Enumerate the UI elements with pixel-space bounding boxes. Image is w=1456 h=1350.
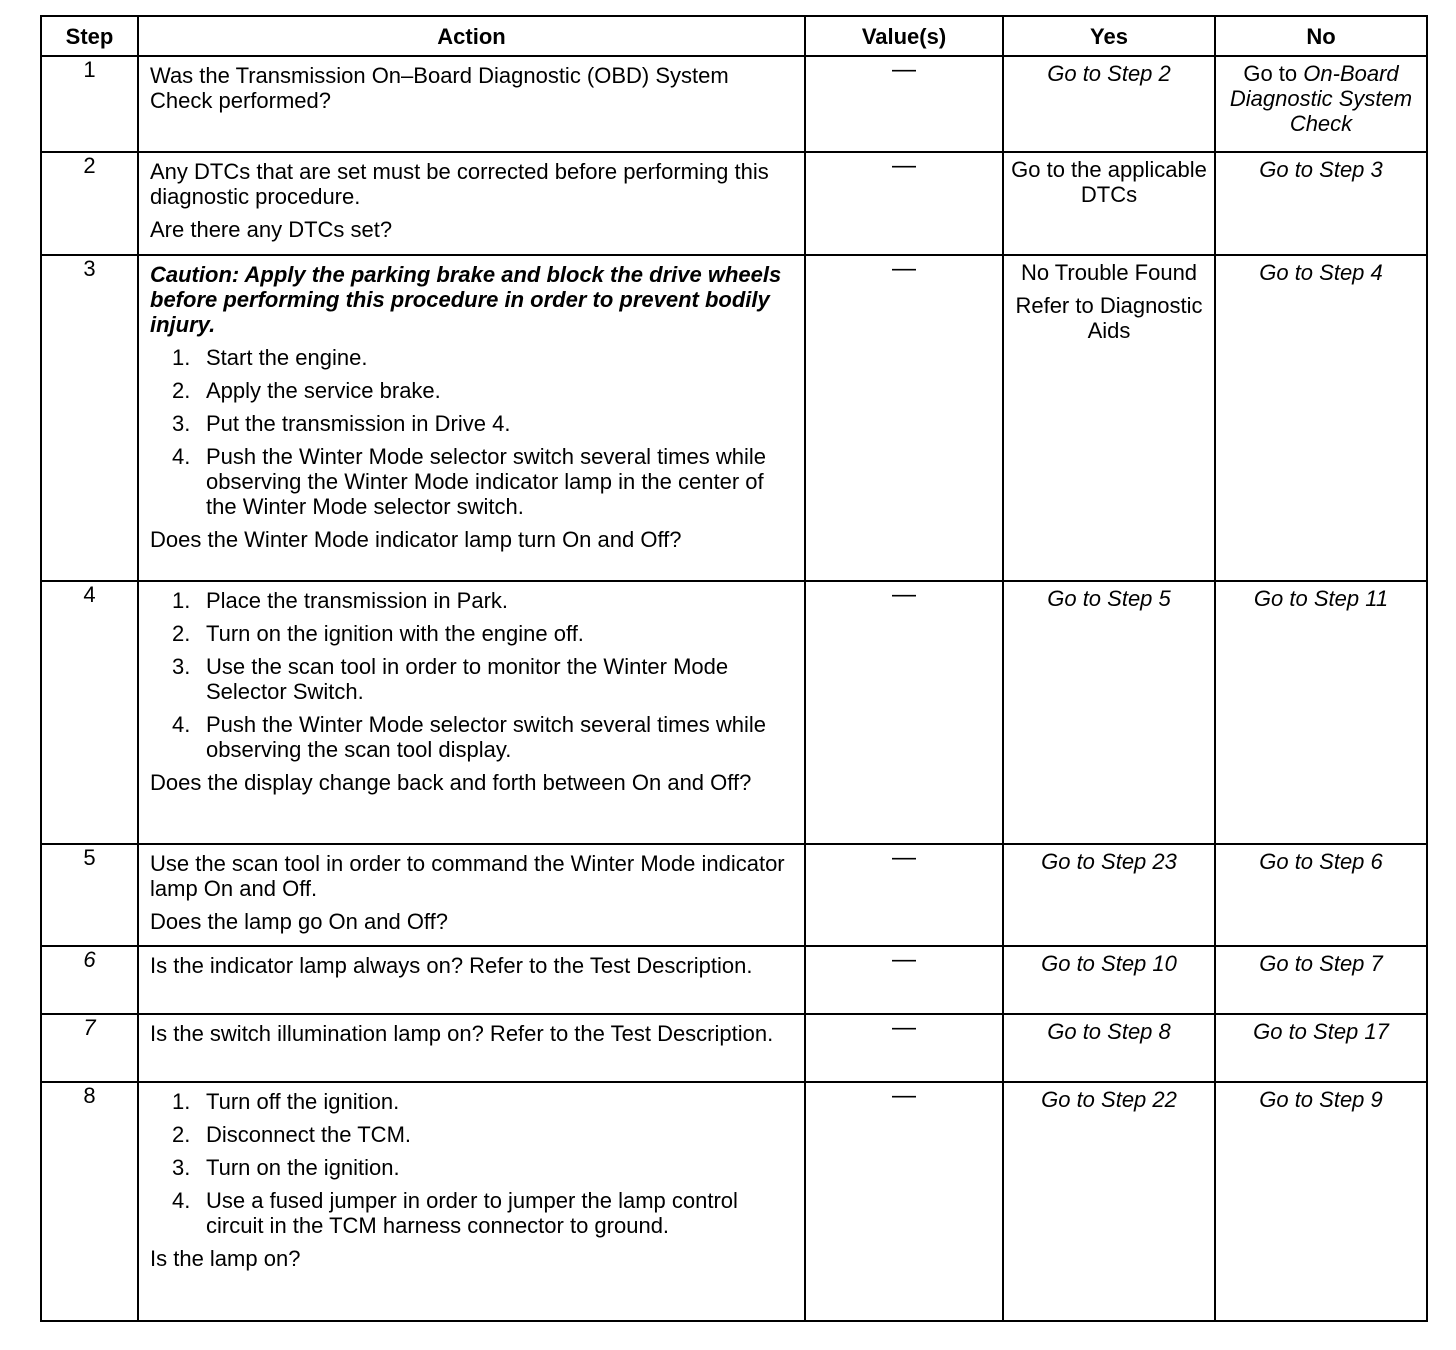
list-item-text: Turn on the ignition. [206,1155,400,1180]
step-number: 3 [41,255,138,581]
step-number: 8 [41,1082,138,1321]
no-cell [1215,1082,1427,1321]
header-no: No [1215,16,1427,56]
action-text: Does the display change back and forth between On and Off? [150,770,752,795]
yes-result-text: Go to Step 5 [1047,586,1171,611]
no-result-text: Go to Step 11 [1253,586,1389,611]
list-item-number: 4. [172,444,191,469]
list-item-text: Start the engine. [206,345,368,370]
header-action: Action [138,16,805,56]
yes-result-text: No Trouble Found [1020,260,1198,285]
table-row [41,255,1427,581]
table-row [41,844,1427,946]
header-step: Step [41,16,138,56]
no-cell [1215,946,1427,1014]
action-cell [138,581,805,844]
action-text: Is the switch illumination lamp on? Refer to the Test Description. [150,1021,774,1046]
list-item [172,588,794,613]
table-row [41,152,1427,255]
list-item [172,378,794,403]
action-text: Is the lamp on? [150,1246,301,1271]
list-item-number: 4. [172,1188,191,1213]
table-row [41,1082,1427,1321]
list-item-number: 2. [172,378,191,403]
action-text: Is the indicator lamp always on? Refer to the Test Description. [150,953,753,978]
procedure-list [150,588,794,762]
list-item-text: Put the transmission in Drive 4. [206,411,511,436]
no-cell [1215,152,1427,255]
list-item [172,444,794,519]
step-number: 6 [41,946,138,1014]
value-cell: — [805,1014,1003,1082]
list-item [172,1188,794,1238]
action-text: Are there any DTCs set? [150,217,393,242]
no-goto-text [1222,61,1420,136]
yes-cell [1003,152,1215,255]
action-cell [138,56,805,152]
list-item-number: 3. [172,1155,191,1180]
yes-cell [1003,56,1215,152]
table-row [41,946,1427,1014]
no-cell [1215,581,1427,844]
list-item-number: 3. [172,654,191,679]
value-cell: — [805,255,1003,581]
list-item-number: 2. [172,1122,191,1147]
diagnostic-table [40,15,1428,1322]
step-number: 1 [41,56,138,152]
action-cell [138,255,805,581]
list-item [172,345,794,370]
list-item [172,1089,794,1114]
value-cell: — [805,1082,1003,1321]
no-result-text: Go to Step 9 [1259,1087,1383,1112]
list-item [172,411,794,436]
table-row [41,56,1427,152]
no-cell [1215,844,1427,946]
list-item-number: 1. [172,588,191,613]
action-text: Use the scan tool in order to command the Winter Mode indicator lamp On and Off. [150,851,785,901]
list-item-text: Apply the service brake. [206,378,441,403]
no-result-text: Go to Step 17 [1253,1019,1389,1044]
no-cell [1215,56,1427,152]
list-item-text: Place the transmission in Park. [206,588,509,613]
no-cell [1215,255,1427,581]
list-item [172,1155,794,1180]
header-yes: Yes [1003,16,1215,56]
yes-cell [1003,1014,1215,1082]
no-cell [1215,1014,1427,1082]
list-item [172,621,794,646]
step-number: 7 [41,1014,138,1082]
goto-target: On-Board Diagnostic System Check [1229,61,1413,136]
list-item-number: 2. [172,621,191,646]
list-item-number: 1. [172,1089,191,1114]
value-cell: — [805,946,1003,1014]
yes-result-text: Go to Step 22 [1041,1087,1177,1112]
value-cell: — [805,581,1003,844]
no-result-text: Go to Step 3 [1259,157,1383,182]
list-item-text: Push the Winter Mode selector switch several times while observing the scan tool display. [206,712,766,762]
header-row [41,16,1427,56]
list-item-number: 3. [172,411,191,436]
action-text: Any DTCs that are set must be corrected before performing this diagnostic procedure. [150,159,769,209]
list-item-text: Turn on the ignition with the engine off. [206,621,584,646]
list-item-text: Turn off the ignition. [206,1089,400,1114]
step-number: 4 [41,581,138,844]
yes-cell [1003,1082,1215,1321]
header-values: Value(s) [805,16,1003,56]
list-item-text: Use a fused jumper in order to jumper the lamp control circuit in the TCM harness connector to ground. [206,1188,738,1238]
list-item-number: 4. [172,712,191,737]
value-cell: — [805,152,1003,255]
action-text: Does the Winter Mode indicator lamp turn On and Off? [150,527,682,552]
list-item [172,1122,794,1147]
list-item [172,712,794,762]
table-row [41,581,1427,844]
list-item-text: Disconnect the TCM. [206,1122,412,1147]
no-result-text: Go to Step 7 [1259,951,1383,976]
action-cell [138,1082,805,1321]
goto-prefix: Go to [1243,61,1304,86]
action-cell [138,1014,805,1082]
yes-cell [1003,581,1215,844]
list-item [172,654,794,704]
yes-result-text: Go to Step 23 [1041,849,1177,874]
action-cell [138,152,805,255]
action-text: Does the lamp go On and Off? [150,909,448,934]
step-number: 5 [41,844,138,946]
table-row [41,1014,1427,1082]
procedure-list [150,345,794,519]
yes-result-text: Go to Step 8 [1047,1019,1171,1044]
step-number: 2 [41,152,138,255]
list-item-text: Push the Winter Mode selector switch several times while observing the Winter Mode indicator lamp in the center of the Winter Mode selector switch. [206,444,766,519]
list-item-number: 1. [172,345,191,370]
yes-result-text: Go to Step 10 [1041,951,1177,976]
yes-result-text: Go to Step 2 [1047,61,1171,86]
yes-result-text: Go to the applicable DTCs [1011,157,1207,207]
caution-text: Caution: Apply the parking brake and block the drive wheels before performing this procedure in order to prevent bodily injury. [150,262,782,337]
yes-result-text: Refer to Diagnostic Aids [1015,293,1203,343]
value-cell: — [805,56,1003,152]
list-item-text: Use the scan tool in order to monitor the Winter Mode Selector Switch. [206,654,729,704]
yes-cell [1003,255,1215,581]
action-cell [138,844,805,946]
no-result-text: Go to Step 4 [1259,260,1383,285]
action-cell [138,946,805,1014]
value-cell: — [805,844,1003,946]
procedure-list [150,1089,794,1238]
yes-cell [1003,844,1215,946]
action-text: Was the Transmission On–Board Diagnostic (OBD) System Check performed? [150,63,729,113]
no-result-text: Go to Step 6 [1259,849,1383,874]
yes-cell [1003,946,1215,1014]
